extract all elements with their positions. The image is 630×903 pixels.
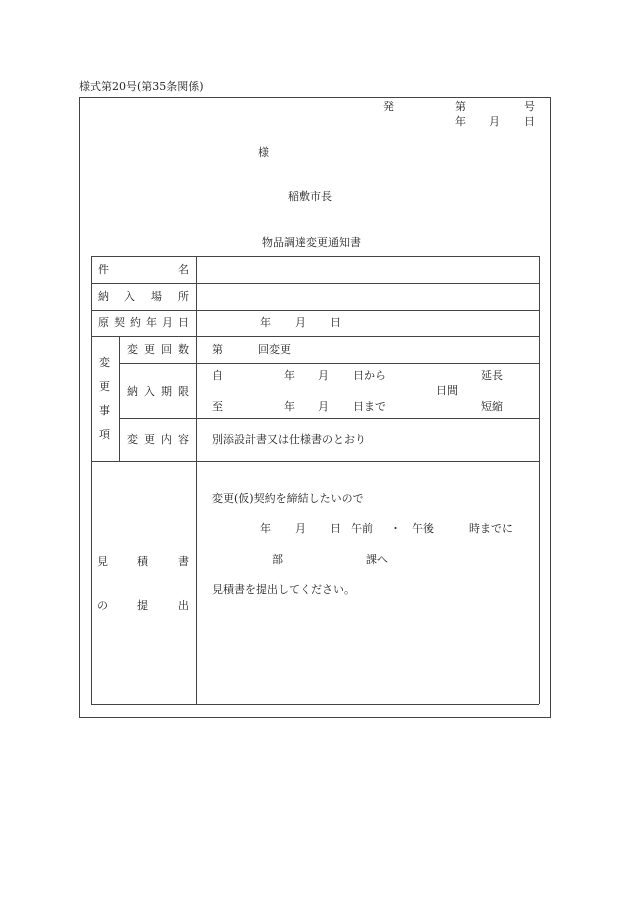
estimate-label-char: 積 (137, 555, 148, 568)
table-left-border (91, 256, 92, 704)
table-row-divider (119, 418, 539, 419)
change-count-label-char: 更 (144, 343, 155, 356)
deadline-shorten: 短縮 (481, 400, 503, 413)
estimate-pm: 午後 (412, 522, 434, 535)
deadline-to-year: 年 (284, 400, 295, 413)
table-row-divider (91, 310, 539, 311)
document-title: 物品調達変更通知書 (262, 236, 361, 249)
change-content-label-char: 内 (161, 433, 172, 446)
table-row-divider (91, 461, 539, 462)
deadline-from: 自 (212, 369, 223, 382)
estimate-until: 時までに (469, 522, 513, 535)
table-bottom-border (91, 704, 539, 705)
original-date-label-char: 原 (98, 316, 109, 329)
form-number-label: 様式第20号(第35条関係) (79, 80, 204, 93)
change-content-value: 別添設計書又は仕様書のとおり (212, 433, 366, 446)
issue-month: 月 (489, 115, 500, 128)
original-date-year: 年 (260, 316, 271, 329)
deadline-to: 至 (212, 400, 223, 413)
issue-prefix: 発 (383, 100, 394, 113)
estimate-label-char: 書 (178, 555, 189, 568)
deadline-from-year: 年 (284, 369, 295, 382)
changes-section-label-char: 項 (99, 428, 110, 441)
issue-year: 年 (455, 115, 466, 128)
change-content-label-char: 更 (144, 433, 155, 446)
deadline-to-month: 月 (318, 400, 329, 413)
item-name-label-char: 件 (98, 263, 109, 276)
change-content-label-char: 変 (127, 433, 138, 446)
estimate-line4: 見積書を提出してください。 (212, 583, 355, 596)
change-content-label-char: 容 (178, 433, 189, 446)
estimate-label-char: の (97, 599, 108, 612)
estimate-label-char: 出 (178, 599, 189, 612)
changes-section-label-char: 変 (99, 356, 110, 369)
estimate-month: 月 (295, 522, 306, 535)
original-date-label-char: 契 (114, 316, 125, 329)
estimate-dot: ・ (390, 522, 401, 535)
deadline-from-day: 日から (353, 369, 386, 382)
estimate-line1: 変更(仮)契約を締結したいので (212, 492, 364, 505)
table-row-divider (91, 283, 539, 284)
issue-gou: 号 (524, 100, 535, 113)
deadline-label-char: 入 (144, 385, 155, 398)
original-date-label-char: 月 (162, 316, 173, 329)
deadline-extend: 延長 (481, 369, 503, 382)
delivery-place-label-char: 入 (124, 290, 135, 303)
estimate-day: 日 (330, 522, 341, 535)
changes-section-label-char: 事 (99, 404, 110, 417)
table-right-border (539, 256, 540, 704)
issue-day: 日 (524, 115, 535, 128)
delivery-place-label-char: 納 (98, 290, 109, 303)
issue-dai: 第 (455, 100, 466, 113)
deadline-to-day: 日まで (353, 400, 386, 413)
estimate-dept: 部 (272, 553, 283, 566)
original-date-day: 日 (330, 316, 341, 329)
deadline-label-char: 期 (161, 385, 172, 398)
estimate-section: 課へ (366, 553, 388, 566)
table-row-divider (91, 336, 539, 337)
delivery-place-label-char: 所 (178, 290, 189, 303)
estimate-label-char: 見 (97, 555, 108, 568)
deadline-days: 日間 (436, 384, 458, 397)
deadline-label-char: 限 (178, 385, 189, 398)
original-date-month: 月 (295, 316, 306, 329)
delivery-place-label-char: 場 (151, 290, 162, 303)
issuer-name: 稲敷市長 (288, 190, 332, 203)
estimate-year: 年 (260, 522, 271, 535)
change-count-dai: 第 (212, 343, 223, 356)
original-date-label-char: 日 (178, 316, 189, 329)
table-top-border (91, 256, 539, 257)
change-count-label-char: 数 (178, 343, 189, 356)
estimate-label-char: 提 (137, 599, 148, 612)
table-column-divider (119, 336, 120, 461)
change-count-label-char: 回 (161, 343, 172, 356)
deadline-from-month: 月 (318, 369, 329, 382)
change-count-suffix: 回変更 (258, 343, 291, 356)
item-name-label-char: 名 (178, 263, 189, 276)
table-column-divider (196, 256, 197, 704)
deadline-label-char: 納 (127, 385, 138, 398)
addressee-suffix: 様 (258, 146, 269, 159)
changes-section-label-char: 更 (99, 380, 110, 393)
original-date-label-char: 年 (146, 316, 157, 329)
change-count-label-char: 変 (127, 343, 138, 356)
estimate-am: 午前 (351, 522, 373, 535)
table-row-divider (119, 363, 539, 364)
original-date-label-char: 約 (130, 316, 141, 329)
